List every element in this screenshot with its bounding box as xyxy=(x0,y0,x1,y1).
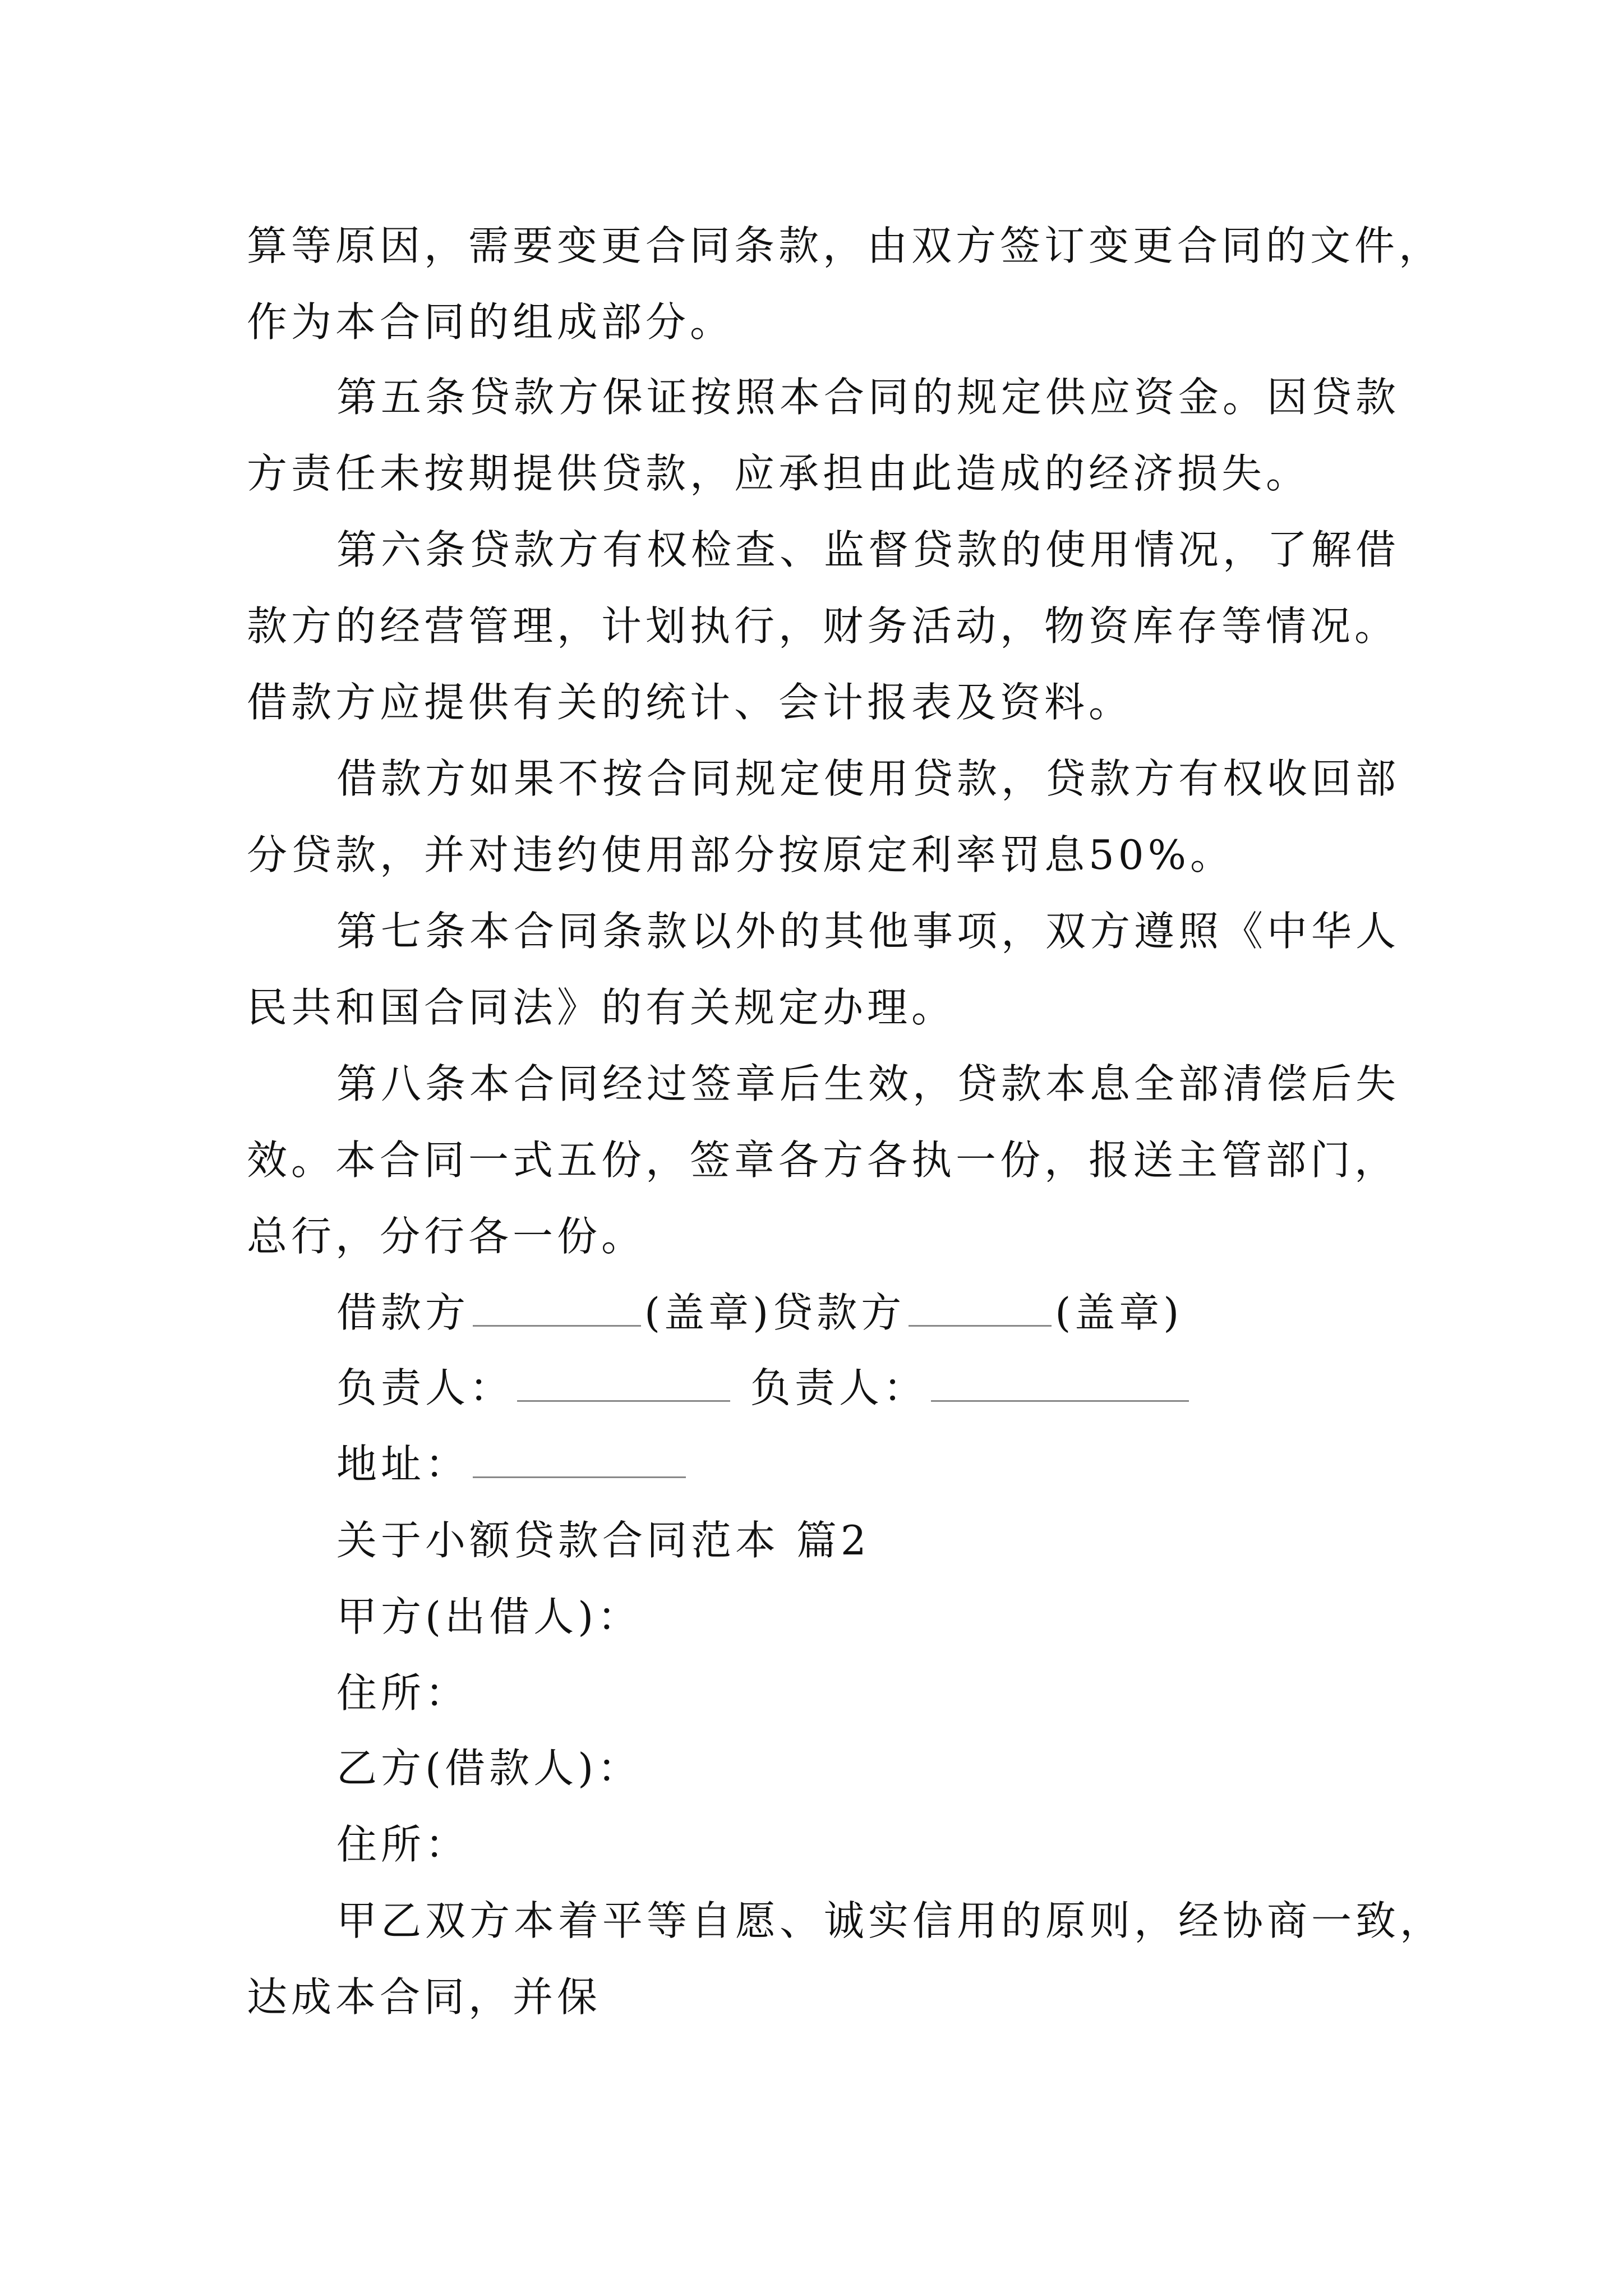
signature-parties-row xyxy=(336,1286,1183,1340)
responsible-blank xyxy=(931,1368,1189,1402)
article-7-line: 第七条本合同条款以外的其他事项，双方遵照《中华人 xyxy=(336,908,1400,955)
borrower-blank xyxy=(473,1292,641,1327)
responsible-row xyxy=(336,1361,1192,1415)
address-row xyxy=(336,1437,689,1491)
paragraph-line: 借款方如果不按合同规定使用贷款，贷款方有权收回部 xyxy=(336,755,1400,802)
paragraph-line: 借款方应提供有关的统计、会计报表及资料。 xyxy=(247,679,1133,726)
responsible-blank xyxy=(517,1368,730,1402)
paragraph-line: 方责任未按期提供贷款，应承担由此造成的经济损失。 xyxy=(247,450,1311,497)
party-b-line: 乙方(借款人)： xyxy=(336,1745,642,1792)
seal-label: (盖章) xyxy=(644,1289,773,1336)
borrower-label: 借款方 xyxy=(336,1289,470,1336)
paragraph-line: 分贷款，并对违约使用部分按原定利率罚息50%。 xyxy=(247,831,1235,878)
residence-b-line: 住所： xyxy=(336,1821,470,1868)
intro-line: 达成本合同，并保 xyxy=(247,1973,602,2021)
residence-a-line: 住所： xyxy=(336,1669,470,1717)
paragraph-line: 算等原因，需要变更合同条款，由双方签订变更合同的文件， xyxy=(247,222,1444,269)
paragraph-line: 总行，分行各一份。 xyxy=(247,1213,646,1260)
lender-blank xyxy=(909,1292,1052,1327)
lender-label: 贷款方 xyxy=(772,1289,906,1336)
paragraph-line: 作为本合同的组成部分。 xyxy=(247,298,735,346)
section-heading: 关于小额贷款合同范本 篇2 xyxy=(336,1517,870,1564)
seal-label: (盖章) xyxy=(1055,1289,1183,1336)
party-a-line: 甲方(出借人)： xyxy=(336,1593,642,1640)
responsible-label: 负责人： xyxy=(336,1364,514,1411)
address-label: 地址： xyxy=(336,1441,470,1488)
article-8-line: 第八条本合同经过签章后生效，贷款本息全部清偿后失 xyxy=(336,1060,1400,1107)
paragraph-line: 款方的经营管理，计划执行，财务活动，物资库存等情况。 xyxy=(247,602,1399,650)
paragraph-line: 民共和国合同法》的有关规定办理。 xyxy=(247,984,956,1031)
responsible-label: 负责人： xyxy=(750,1364,928,1411)
article-5-line: 第五条贷款方保证按照本合同的规定供应资金。因贷款 xyxy=(336,374,1400,421)
paragraph-line: 效。本合同一式五份，签章各方各执一份，报送主管部门， xyxy=(247,1137,1399,1184)
address-blank xyxy=(473,1444,686,1478)
intro-line: 甲乙双方本着平等自愿、诚实信用的原则，经协商一致， xyxy=(336,1897,1445,1944)
article-6-line: 第六条贷款方有权检查、监督贷款的使用情况，了解借 xyxy=(336,526,1400,573)
